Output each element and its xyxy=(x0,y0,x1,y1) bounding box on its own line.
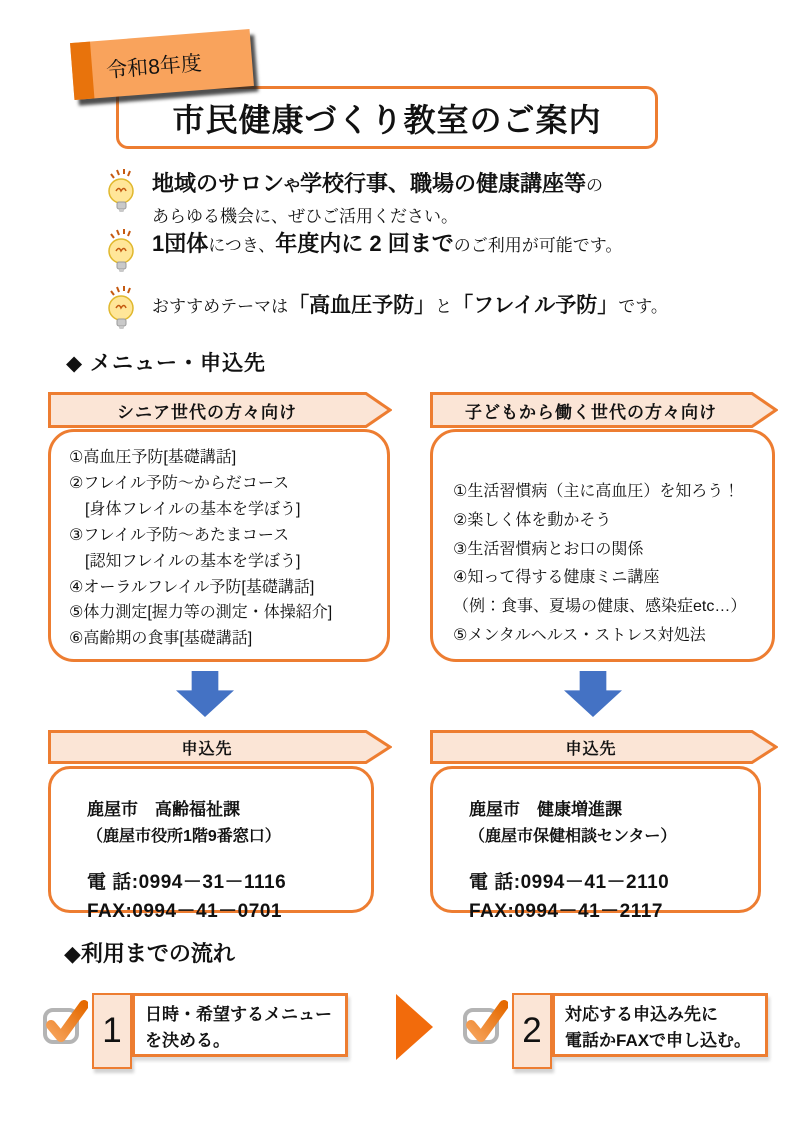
step-number: 1 xyxy=(102,1011,122,1050)
bullet-text-segment: 地域のサロン xyxy=(152,171,285,196)
bullet-line xyxy=(152,227,622,258)
contact-place: （鹿屋市役所1階9番窓口） xyxy=(87,828,281,845)
step-text-line: 日時・希望するメニュー xyxy=(145,1005,332,1024)
working-banner-label: 子どもから働く世代の方々向け xyxy=(465,402,717,422)
bullet-text-segment: 学校行事、職場の健康講座等 xyxy=(300,171,587,196)
contact-fax: FAX:0994－41－0701 xyxy=(87,901,282,922)
down-arrow-icon xyxy=(176,671,234,717)
working-banner xyxy=(430,392,778,428)
menu-item: ⑥高齢期の食事[基礎講話] xyxy=(69,630,253,648)
intro-bullet-3 xyxy=(102,283,668,338)
lightbulb-icon xyxy=(102,166,142,221)
bullet-text-segment: 「高血圧予防」 xyxy=(288,294,436,317)
menu-item: [身体フレイルの基本を学ぼう] xyxy=(69,500,301,518)
senior-banner-label: シニア世代の方々向け xyxy=(117,402,297,422)
checkbox-check-icon xyxy=(42,1000,88,1046)
bullet-text-segment: と xyxy=(435,297,453,316)
bullet-text-segment: や xyxy=(284,178,301,195)
contact-phone: 電 話:0994－41－2110 xyxy=(469,872,670,893)
bullet-text-segment: のご利用が可能です。 xyxy=(453,236,623,255)
year-badge-label: 令和8年度 xyxy=(105,51,203,82)
bullet-text-segment: 「フレイル予防」 xyxy=(452,294,619,317)
step-number: 2 xyxy=(522,1011,542,1050)
contact-place: （鹿屋市保健相談センター） xyxy=(469,828,677,845)
step-description-box xyxy=(552,993,768,1057)
menu-item: [認知フレイルの基本を学ぼう] xyxy=(69,552,301,570)
right-triangle-arrow-icon xyxy=(396,994,433,1060)
senior-menu-box xyxy=(48,429,390,662)
menu-item: ①高血圧予防[基礎講話] xyxy=(69,449,237,466)
step-number-box xyxy=(92,993,132,1069)
step-text-line: を決める。 xyxy=(145,1030,230,1050)
step-number-box xyxy=(512,993,552,1069)
apply-banner-senior xyxy=(48,730,392,764)
page-title: 市民健康づくり教室のご案内 xyxy=(172,101,602,138)
apply-banner-label: 申込先 xyxy=(565,740,617,758)
menu-item: ④オーラルフレイル予防[基礎講話] xyxy=(69,578,315,596)
bullet-text-segment: です。 xyxy=(618,297,668,316)
menu-item: ②楽しく体を動かそう xyxy=(453,511,612,529)
bullet-text-segment: につき、 xyxy=(208,236,276,255)
working-menu-box xyxy=(430,429,775,662)
senior-banner xyxy=(48,392,392,428)
bullet-text-segment: おすすめテーマは xyxy=(152,297,289,316)
bullet-text-segment: 年度内に 2 回まで xyxy=(275,231,454,256)
lightbulb-icon xyxy=(102,283,142,338)
badge-accent-strip xyxy=(70,42,94,100)
flow-section-heading: ◆利用までの流れ xyxy=(64,941,235,966)
contact-box-working xyxy=(430,766,761,922)
menu-item: ②フレイル予防～からだコース xyxy=(69,474,290,492)
menu-item: ③生活習慣病とお口の関係 xyxy=(453,540,644,558)
page-title-box xyxy=(116,86,658,149)
bullet-text-segment: の xyxy=(586,176,604,195)
contact-name: 鹿屋市 高齢福祉課 xyxy=(87,800,240,819)
menu-item: （例：食事、夏場の健康、感染症etc…） xyxy=(453,598,747,616)
menu-item: ⑤メンタルヘルス・ストレス対処法 xyxy=(453,626,706,644)
menu-item: ③フレイル予防～あたまコース xyxy=(69,526,290,544)
bullet-line xyxy=(152,289,668,319)
apply-banner-working xyxy=(430,730,778,764)
lightbulb-icon xyxy=(102,226,142,281)
intro-bullet-1 xyxy=(102,166,603,227)
contact-box-senior xyxy=(48,766,374,922)
apply-banner-label: 申込先 xyxy=(181,740,233,758)
step-description-box xyxy=(132,993,348,1057)
contact-fax: FAX:0994－41－2117 xyxy=(469,901,663,922)
menu-item: ①生活習慣病（主に高血圧）を知ろう！ xyxy=(453,483,740,500)
bullet-text-segment: 1団体 xyxy=(152,231,209,256)
checkbox-check-icon xyxy=(462,1000,508,1046)
menu-item: ⑤体力測定[握力等の測定・体操紹介] xyxy=(69,604,333,622)
intro-bullet-2 xyxy=(102,226,622,281)
step-text-line: 対応する申込み先に xyxy=(565,1005,718,1024)
contact-phone: 電 話:0994－31－1116 xyxy=(87,872,287,893)
contact-name: 鹿屋市 健康増進課 xyxy=(469,800,622,819)
step-text-line: 電話かFAXで申し込む。 xyxy=(565,1030,752,1050)
menu-section-heading: ◆ メニュー・申込先 xyxy=(66,352,266,375)
bullet-line: あらゆる機会に、ぜひご活用ください。 xyxy=(152,207,458,226)
bullet-line xyxy=(152,167,603,198)
menu-item: ④知って得する健康ミニ講座 xyxy=(453,569,660,587)
down-arrow-icon xyxy=(564,671,622,717)
